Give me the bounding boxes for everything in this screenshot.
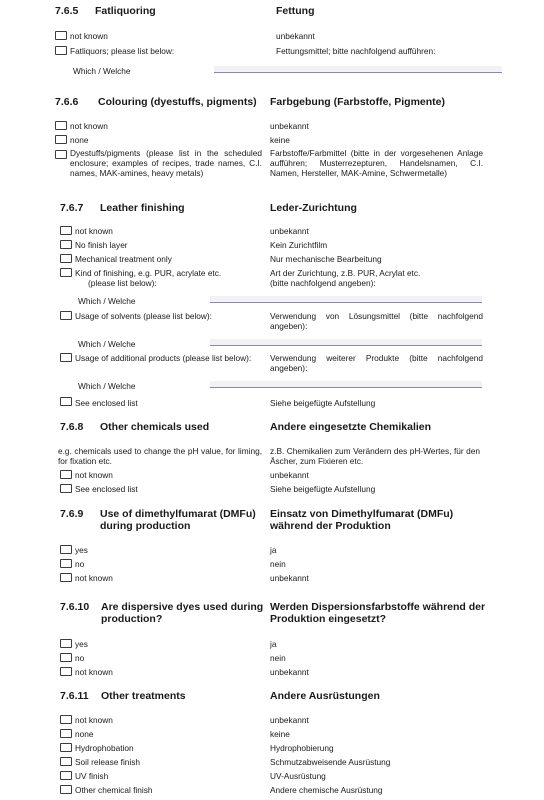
which-input[interactable] [210, 339, 482, 346]
option-label-de: unbekannt [270, 573, 309, 583]
checkbox-uv-finish[interactable] [60, 771, 72, 780]
section-number: 7.6.7 [60, 202, 84, 214]
checkbox-dyestuffs[interactable] [55, 150, 67, 159]
section-title-de: Leder-Zurichtung [270, 202, 357, 214]
which-input[interactable] [210, 381, 482, 388]
checkbox-colouring-not-known[interactable] [55, 121, 67, 130]
section-title-en: Fatliquoring [95, 5, 156, 17]
option-label-de: ja [270, 639, 277, 649]
which-input[interactable] [214, 66, 502, 73]
option-label-de: keine [270, 135, 290, 145]
option-label-en: Usage of additional products (please list below): [75, 353, 252, 363]
checkbox-kind-of-finishing[interactable] [60, 268, 72, 277]
checkbox-dispersive-no[interactable] [60, 653, 72, 662]
option-label-de-cont: (bitte nachfolgend angeben): [270, 278, 376, 288]
option-label-en: not known [75, 470, 113, 480]
option-label-de: unbekannt [270, 667, 309, 677]
option-label-de: unbekannt [276, 31, 315, 41]
checkbox-colouring-none[interactable] [55, 135, 67, 144]
checkbox-mechanical-only[interactable] [60, 254, 72, 263]
option-label-en: yes [75, 639, 88, 649]
section-title-en: Other chemicals used [100, 421, 210, 433]
option-label-de: Verwendung von Lösungsmittel (bitte nachfolgend angeben): [270, 311, 483, 332]
section-number: 7.6.9 [60, 508, 84, 520]
section-title-en: Leather finishing [100, 202, 185, 214]
option-label-de: Hydrophobierung [270, 743, 334, 753]
option-label-en: See enclosed list [75, 484, 138, 494]
checkbox-chemicals-not-known[interactable] [60, 470, 72, 479]
option-label-en-cont: (please list below): [88, 278, 157, 288]
option-label-en: Soil release finish [75, 757, 141, 767]
option-label-de: unbekannt [270, 715, 309, 725]
checkbox-dmfu-not-known[interactable] [60, 573, 72, 582]
option-label-en: No finish layer [75, 240, 128, 250]
option-label-de: ja [270, 545, 277, 555]
option-label-en: yes [75, 545, 88, 555]
section-number: 7.6.8 [60, 421, 84, 433]
checkbox-dispersive-yes[interactable] [60, 639, 72, 648]
option-label-en: not known [75, 667, 113, 677]
checkbox-soil-release[interactable] [60, 757, 72, 766]
checkbox-finish-not-known[interactable] [60, 226, 72, 235]
option-label-en: Fatliquors; please list below: [70, 46, 175, 56]
option-label-en: not known [70, 31, 108, 41]
option-label-de: Farbstoffe/Farbmittel (bitte in der vorgesehenen Anlage aufführen; Musterrezepturen, Handelsnamen, C.I. Namen, Hersteller, MAK-Amine, Schwermetalle) [270, 148, 483, 179]
option-label-de: nein [270, 559, 286, 569]
section-title-en: Are dispersive dyes used during [101, 601, 264, 613]
which-label: Which / Welche [78, 381, 136, 391]
section-title-de-cont: während der Produktion [270, 520, 391, 532]
section-title-en-cont: during production [100, 520, 191, 532]
checkbox-dmfu-yes[interactable] [60, 545, 72, 554]
section-title-de: Farbgebung (Farbstoffe, Pigmente) [270, 96, 446, 108]
section-title-de: Andere eingesetzte Chemikalien [270, 421, 432, 433]
which-label: Which / Welche [73, 66, 131, 76]
section-title-en: Other treatments [101, 690, 186, 702]
checkbox-hydrophobation[interactable] [60, 743, 72, 752]
section-description-en: e.g. chemicals used to change the pH value, for liming, for fixation etc. [58, 446, 262, 467]
which-input[interactable] [210, 296, 482, 303]
checkbox-additional-products[interactable] [60, 353, 72, 362]
checkbox-other-chemical-finish[interactable] [60, 785, 72, 794]
section-title-en: Colouring (dyestuffs, pigments) [98, 96, 257, 108]
option-label-de: Schmutzabweisende Ausrüstung [270, 757, 391, 767]
option-label-en: not known [70, 121, 108, 131]
section-title-de: Andere Ausrüstungen [270, 690, 380, 702]
option-label-en: no [75, 653, 85, 663]
option-label-en: UV finish [75, 771, 109, 781]
checkbox-dmfu-no[interactable] [60, 559, 72, 568]
checkbox-usage-solvents[interactable] [60, 311, 72, 320]
checkbox-no-finish-layer[interactable] [60, 240, 72, 249]
option-label-en: Kind of finishing, e.g. PUR, acrylate etc. [75, 268, 222, 278]
option-label-de: Siehe beigefügte Aufstellung [270, 398, 376, 408]
option-label-de: keine [270, 729, 290, 739]
option-label-en: Usage of solvents (please list below): [75, 311, 212, 321]
option-label-de: Fettungsmittel; bitte nachfolgend aufführen: [276, 46, 436, 56]
checkbox-fatliquor-not-known[interactable] [55, 31, 67, 40]
option-label-de: Art der Zurichtung, z.B. PUR, Acrylat etc. [270, 268, 421, 278]
checkbox-treatment-none[interactable] [60, 729, 72, 738]
checkbox-treatment-not-known[interactable] [60, 715, 72, 724]
option-label-de: unbekannt [270, 470, 309, 480]
section-number: 7.6.6 [55, 96, 79, 108]
which-label: Which / Welche [78, 339, 136, 349]
section-number: 7.6.5 [55, 5, 79, 17]
which-label: Which / Welche [78, 296, 136, 306]
section-title-de: Fettung [276, 5, 315, 17]
option-label-en: See enclosed list [75, 398, 138, 408]
option-label-de: Kein Zurichtfilm [270, 240, 328, 250]
section-title-en-cont: production? [101, 613, 163, 625]
option-label-de: nein [270, 653, 286, 663]
checkbox-chemicals-enclosed-list[interactable] [60, 484, 72, 493]
option-label-en: Dyestuffs/pigments (please list in the scheduled enclosure; examples of recipes, trade names, C.I. names, MAK-amines, heavy metals) [70, 148, 262, 179]
section-number: 7.6.11 [60, 690, 89, 702]
section-title-de: Einsatz von Dimethylfumarat (DMFu) [270, 508, 454, 520]
option-label-en: not known [75, 573, 113, 583]
option-label-de: UV-Ausrüstung [270, 771, 326, 781]
section-description-de: z.B. Chemikalien zum Verändern des pH-Wertes, für den Äscher, zum Fixieren etc. [270, 446, 480, 467]
section-number: 7.6.10 [60, 601, 90, 613]
option-label-en: no [75, 559, 85, 569]
option-label-en: not known [75, 715, 113, 725]
option-label-de: Nur mechanische Bearbeitung [270, 254, 382, 264]
option-label-en: none [70, 135, 89, 145]
option-label-en: none [75, 729, 94, 739]
option-label-de: Andere chemische Ausrüstung [270, 785, 383, 795]
option-label-de: Siehe beigefügte Aufstellung [270, 484, 376, 494]
checkbox-dispersive-not-known[interactable] [60, 667, 72, 676]
option-label-en: Mechanical treatment only [75, 254, 172, 264]
option-label-en: Hydrophobation [75, 743, 134, 753]
section-title-en: Use of dimethylfumarat (DMFu) [100, 508, 256, 520]
option-label-en: Other chemical finish [75, 785, 153, 795]
section-title-de: Werden Dispersionsfarbstoffe während der [270, 601, 486, 613]
option-label-en: not known [75, 226, 113, 236]
section-title-de-cont: Produktion eingesetzt? [270, 613, 387, 625]
checkbox-fatliquors-list[interactable] [55, 46, 67, 55]
option-label-de: unbekannt [270, 121, 309, 131]
option-label-de: unbekannt [270, 226, 309, 236]
option-label-de: Verwendung weiterer Produkte (bitte nachfolgend angeben): [270, 353, 483, 374]
checkbox-see-enclosed-list[interactable] [60, 397, 72, 406]
